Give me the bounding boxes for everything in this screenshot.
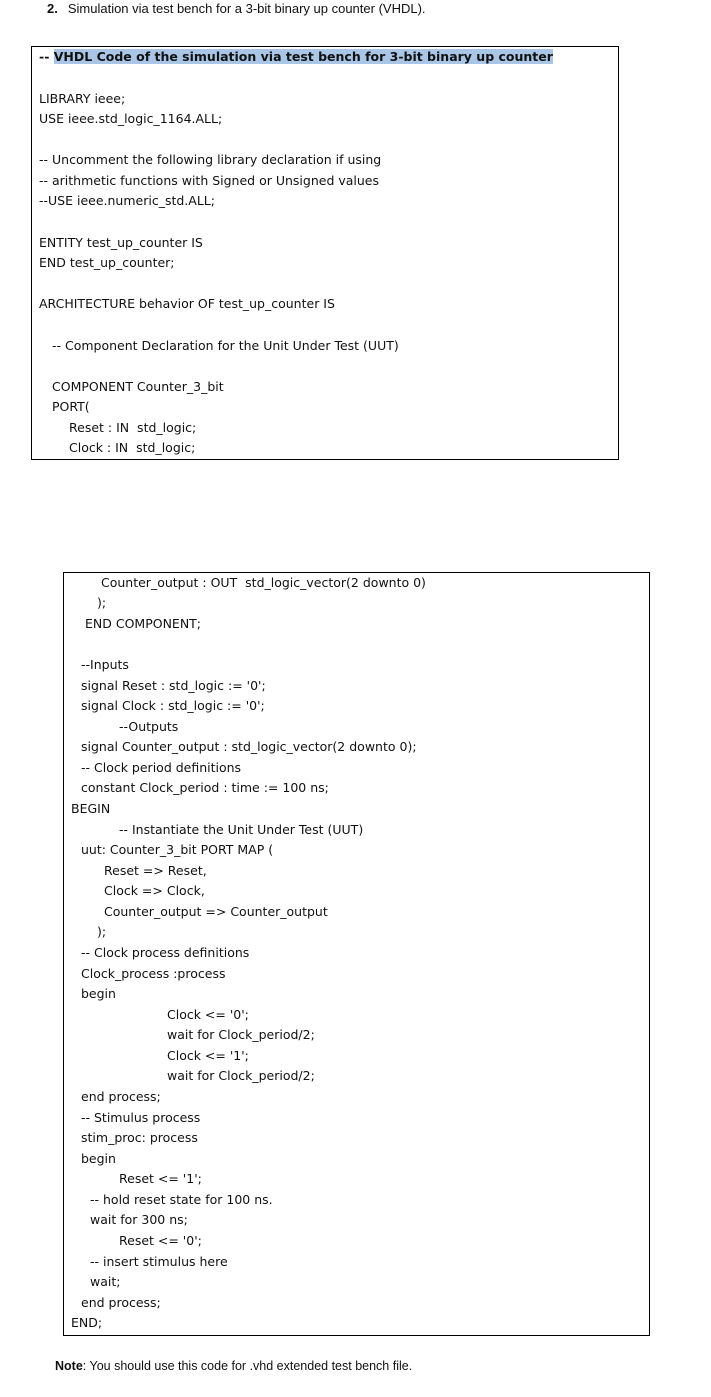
code-line: Reset <= '0'; bbox=[119, 1233, 202, 1248]
code-line: -- Clock process definitions bbox=[81, 945, 250, 960]
code-line: wait for Clock_period/2; bbox=[167, 1027, 315, 1042]
code-line: PORT( bbox=[52, 399, 90, 414]
code-line: ENTITY test_up_counter IS bbox=[39, 235, 203, 250]
code-line: constant Clock_period : time := 100 ns; bbox=[81, 780, 329, 795]
code-line: ARCHITECTURE behavior OF test_up_counter IS bbox=[39, 296, 335, 311]
code-line: END COMPONENT; bbox=[85, 616, 202, 631]
code-line: Clock <= '1'; bbox=[167, 1048, 249, 1063]
note-label: Note bbox=[55, 1359, 83, 1373]
code-line: LIBRARY ieee; bbox=[39, 91, 126, 106]
code-line: -- insert stimulus here bbox=[90, 1254, 228, 1269]
code-line: begin bbox=[81, 986, 116, 1001]
code-line: end process; bbox=[81, 1295, 161, 1310]
code-line: -- Component Declaration for the Unit Under Test (UUT) bbox=[52, 338, 399, 353]
code-line: Clock_process :process bbox=[81, 966, 226, 981]
code-line: signal Reset : std_logic := '0'; bbox=[81, 678, 266, 693]
code-line: --USE ieee.numeric_std.ALL; bbox=[39, 193, 215, 208]
code-line: Counter_output => Counter_output bbox=[104, 904, 328, 919]
code-line: wait; bbox=[90, 1274, 121, 1289]
code-line: Counter_output : OUT std_logic_vector(2 downto 0) bbox=[101, 575, 426, 590]
code-line: -- hold reset state for 100 ns. bbox=[90, 1192, 273, 1207]
code-line: signal Counter_output : std_logic_vector(2 downto 0); bbox=[81, 739, 417, 754]
code-line: ); bbox=[97, 595, 107, 610]
code-line: Reset <= '1'; bbox=[119, 1171, 202, 1186]
code-line: -- arithmetic functions with Signed or Unsigned values bbox=[39, 173, 380, 188]
code-line: BEGIN bbox=[71, 801, 111, 816]
code-line: uut: Counter_3_bit PORT MAP ( bbox=[81, 842, 274, 857]
code-box-part-1 bbox=[31, 46, 619, 460]
code-line: -- Instantiate the Unit Under Test (UUT) bbox=[119, 822, 364, 837]
code-line: -- Clock period definitions bbox=[81, 760, 242, 775]
code-line: signal Clock : std_logic := '0'; bbox=[81, 698, 265, 713]
code-line: stim_proc: process bbox=[81, 1130, 198, 1145]
code-line: USE ieee.std_logic_1164.ALL; bbox=[39, 111, 223, 126]
code-title-highlight: VHDL Code of the simulation via test bench for 3-bit binary up counter bbox=[53, 49, 553, 64]
note-text: : You should use this code for .vhd extended test bench file. bbox=[82, 1359, 413, 1373]
code-line: begin bbox=[81, 1151, 116, 1166]
section-heading bbox=[47, 1, 426, 17]
code-line: wait for 300 ns; bbox=[90, 1212, 188, 1227]
code-line: end process; bbox=[81, 1089, 161, 1104]
code-line: END; bbox=[71, 1315, 103, 1330]
code-line: Reset : IN std_logic; bbox=[69, 420, 197, 435]
section-title: Simulation via test bench for a 3-bit binary up counter (VHDL). bbox=[67, 1, 426, 16]
section-number: 2. bbox=[47, 1, 58, 16]
code-title: -- VHDL Code of the simulation via test bench for 3-bit binary up counter bbox=[39, 49, 553, 64]
code-line: COMPONENT Counter_3_bit bbox=[52, 379, 224, 394]
code-line: Clock => Clock, bbox=[104, 883, 205, 898]
code-line: -- Stimulus process bbox=[81, 1110, 201, 1125]
code-line: wait for Clock_period/2; bbox=[167, 1068, 315, 1083]
code-box-part-2 bbox=[63, 572, 650, 1336]
code-line: --Inputs bbox=[81, 657, 129, 672]
code-line: Clock : IN std_logic; bbox=[69, 440, 196, 455]
code-line: END test_up_counter; bbox=[39, 255, 175, 270]
code-line: -- Uncomment the following library declaration if using bbox=[39, 152, 382, 167]
note bbox=[55, 1358, 412, 1374]
code-line: Clock <= '0'; bbox=[167, 1007, 249, 1022]
code-line: --Outputs bbox=[119, 719, 179, 734]
code-line: Reset => Reset, bbox=[104, 863, 207, 878]
code-line: ); bbox=[97, 924, 107, 939]
